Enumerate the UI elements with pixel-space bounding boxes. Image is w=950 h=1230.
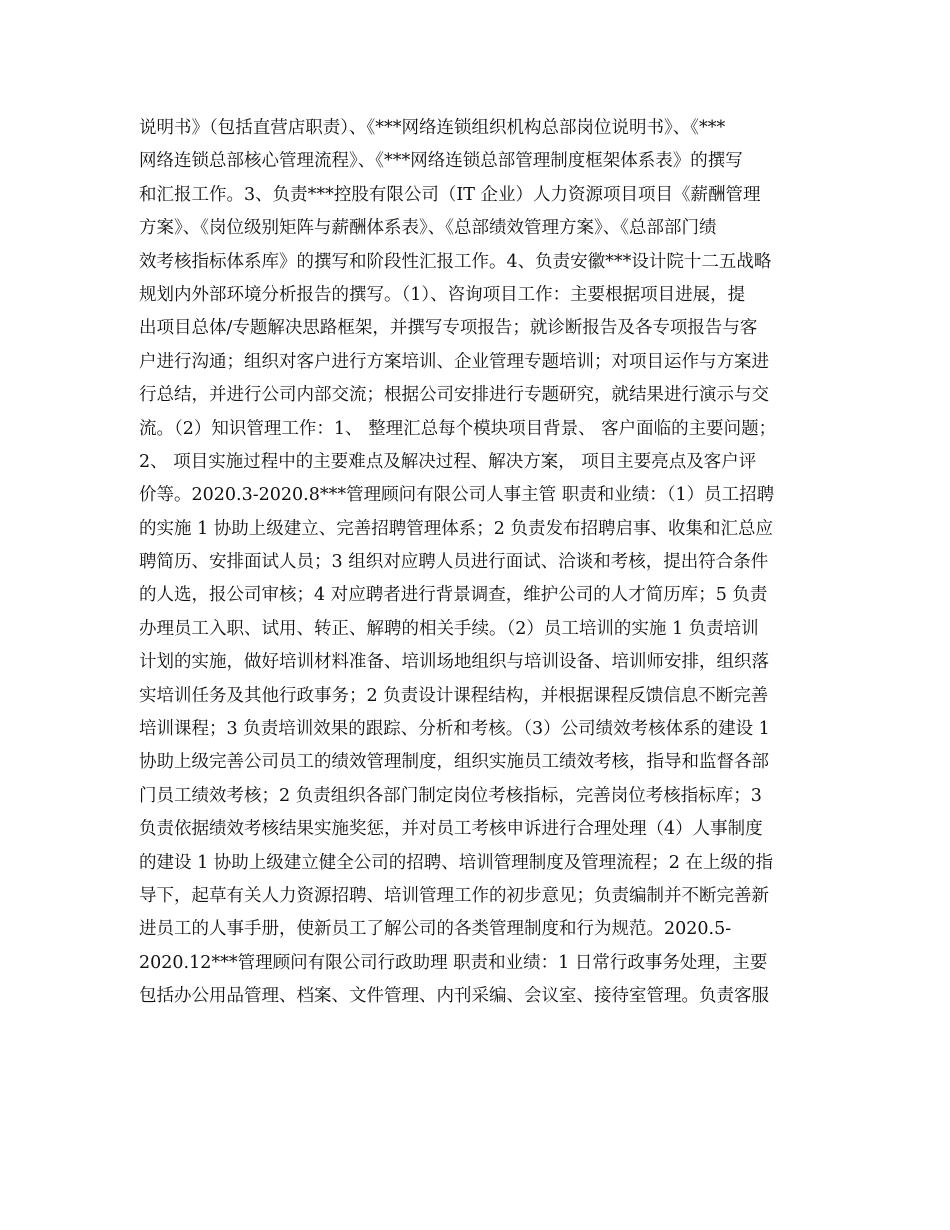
text-line: 方案》、《岗位级别矩阵与薪酬体系表》、《总部绩效管理方案》、《总部部门绩 [139,218,717,239]
text-line: 聘简历、安排面试人员；3 组织对应聘人员进行面试、洽谈和考核，提出符合条件 [139,552,769,573]
text-line: 户进行沟通；组织对客户进行方案培训、企业管理专题培训；对项目运作与方案进 [139,351,769,372]
text-line: 规划内外部环境分析报告的撰写。（1）、咨询项目工作：主要根据项目进展，提 [139,284,746,305]
text-line: 进员工的人事手册，使新员工了解公司的各类管理制度和行为规范。2020.5- [139,919,732,940]
text-line: 门员工绩效考核；2 负责组织各部门制定岗位考核指标，完善岗位考核指标库；3 [139,785,762,806]
text-line: 2020.12***管理顾问有限公司行政助理 职责和业绩：1 日常行政事务处理，主要 [139,952,768,973]
text-line: 的实施 1 协助上级建立、完善招聘管理体系；2 负责发布招聘启事、收集和汇总应 [139,518,773,539]
text-line: 办理员工入职、试用、转正、解聘的相关手续。（2）员工培训的实施 1 负责培训 [139,618,759,639]
text-line: 和汇报工作。3、负责***控股有限公司（IT 企业）人力资源项目项目《薪酬管理 [139,184,761,205]
text-line: 网络连锁总部核心管理流程》、《***网络连锁总部管理制度框架体系表》的撰写 [139,151,743,172]
text-line: 负责依据绩效考核结果实施奖惩，并对员工考核申诉进行合理处理（4）人事制度 [139,819,763,840]
text-line: 2、 项目实施过程中的主要难点及解决过程、解决方案， 项目主要亮点及客户评 [139,451,757,472]
body-text [139,112,819,1014]
text-line: 的人选，报公司审核；4 对应聘者进行背景调查，维护公司的人才简历库；5 负责 [139,585,768,606]
text-line: 培训课程；3 负责培训效果的跟踪、分析和考核。（3）公司绩效考核体系的建设 1 [139,719,770,740]
text-line: 说明书》（包括直营店职责）、《***网络连锁组织机构总部岗位说明书》、《*** [139,118,726,138]
text-line: 协助上级完善公司员工的绩效管理制度，组织实施员工绩效考核，指导和监督各部 [139,752,769,773]
text-line: 流。（2）知识管理工作：1、 整理汇总每个模块项目背景、 客户面临的主要问题； [139,418,777,439]
text-line: 出项目总体/专题解决思路框架，并撰写专项报告；就诊断报告及各专项报告与客 [139,318,758,339]
text-line: 导下，起草有关人力资源招聘、培训管理工作的初步意见；负责编制并不断完善新 [139,885,769,906]
text-line: 的建设 1 协助上级建立健全公司的招聘、培训管理制度及管理流程；2 在上级的指 [139,852,773,873]
text-line: 行总结，并进行公司内部交流；根据公司安排进行专题研究，就结果进行演示与交 [139,385,769,406]
text-line: 实培训任务及其他行政事务；2 负责设计课程结构，并根据课程反馈信息不断完善 [139,685,769,706]
text-line: 效考核指标体系库》的撰写和阶段性汇报工作。4、负责安徽***设计院十二五战略 [139,251,772,272]
text-line: 价等。2020.3-2020.8***管理顾问有限公司人事主管 职责和业绩：（1）员工招聘 [139,485,775,506]
text-line: 计划的实施，做好培训材料准备、培训场地组织与培训设备、培训师安排，组织落 [139,652,769,673]
text-line: 包括办公用品管理、档案、文件管理、内刊采编、会议室、接待室管理。负责客服 [139,986,769,1007]
